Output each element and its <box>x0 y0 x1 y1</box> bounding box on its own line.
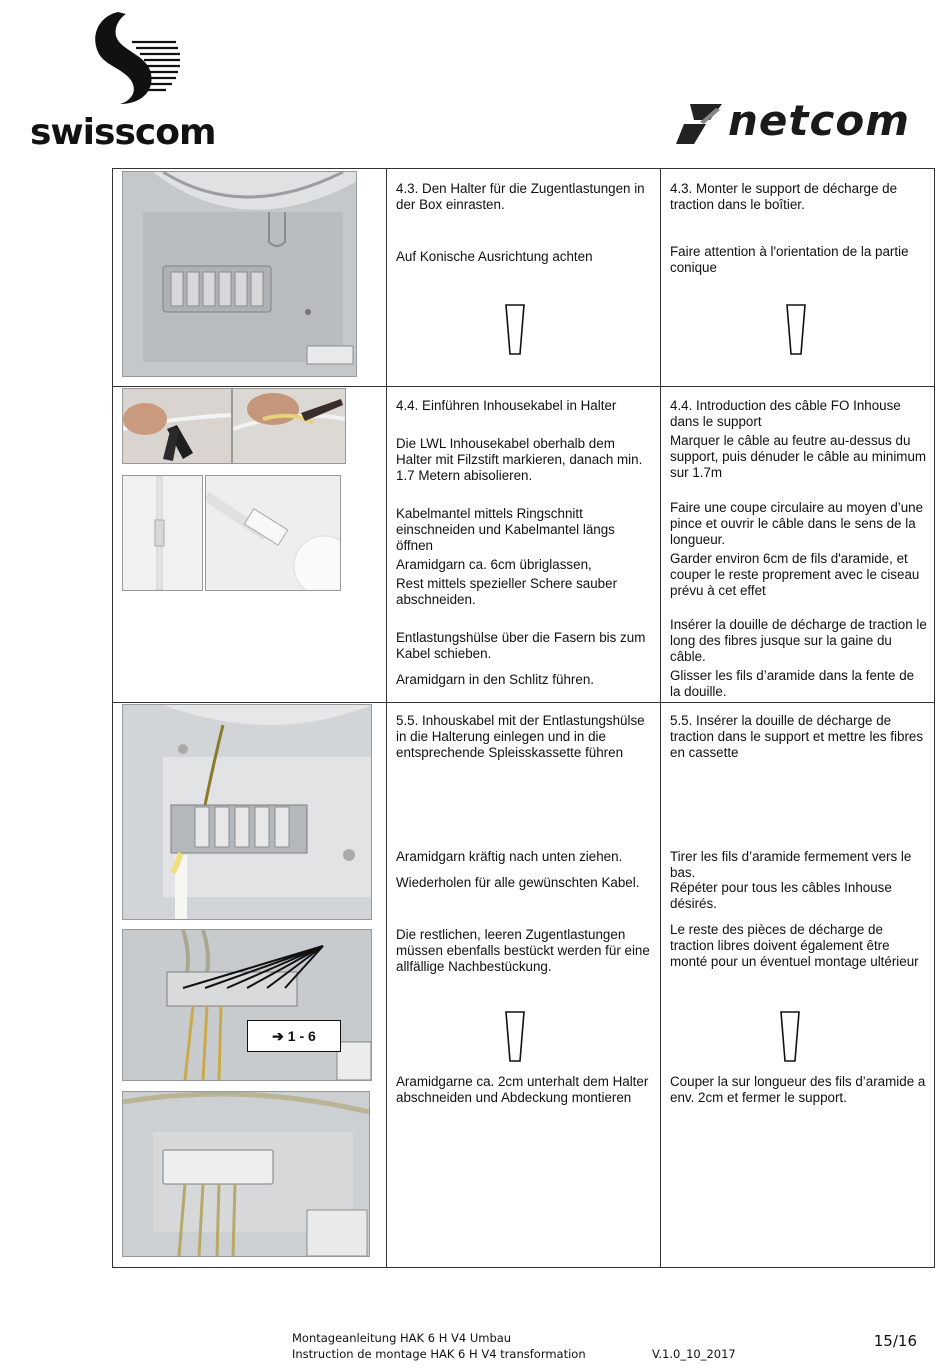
netcom-mark-icon <box>676 102 726 146</box>
instruction-de: Aramidgarne ca. 2cm unterhalt dem Halter abschneiden und Abdeckung montieren <box>396 1074 649 1105</box>
swisscom-wordmark: swisscom <box>30 112 216 153</box>
swisscom-lifeform-icon <box>80 8 200 108</box>
step-4-3-de: 4.3. Den Halter für die Zugentlastungen in der Box einrasten. <box>396 181 645 212</box>
instruction-fr: Garder environ 6cm de fils d'aramide, et couper le reste proprement avec le ciseau prévu à cet effet <box>670 551 920 598</box>
photo-six-slots <box>122 929 372 1081</box>
step-5-5-fr: 5.5. Insérer la douille de décharge de traction dans le support et mettre les fibres en cassette <box>670 713 924 760</box>
instruction-table <box>112 168 935 1268</box>
photo-cover-mounted <box>122 1091 370 1257</box>
step-4-3-fr: 4.3. Monter le support de décharge de traction dans le boîtier. <box>670 181 898 212</box>
photo-cutting-jacket <box>232 388 346 464</box>
instruction-de: Entlastungshülse über die Fasern bis zum Kabel schieben. <box>396 630 646 661</box>
instruction-de: Die restlichen, leeren Zugentlastungen müssen ebenfalls bestückt werden für eine allfällige Nachbestückung. <box>396 927 650 974</box>
cone-note-fr: Faire attention à l'orientation de la partie conique <box>670 244 909 275</box>
french-text-cell <box>661 703 935 1268</box>
page-number: 15/16 <box>873 1332 917 1350</box>
footer-title-fr: Instruction de montage HAK 6 H V4 transformation <box>292 1347 586 1361</box>
photo-cell <box>113 169 387 387</box>
instruction-de: Wiederholen für alle gewünschten Kabel. <box>396 875 640 890</box>
cone-orientation-icon <box>785 303 807 357</box>
step-5-5-de: 5.5. Inhouskabel mit der Entlastungshülse in die Halterung einlegen und in die entsprechende Spleisskassette führen <box>396 713 645 760</box>
instruction-de: Aramidgarn kräftig nach unten ziehen. <box>396 849 623 864</box>
table-row <box>113 169 935 387</box>
french-text-cell <box>661 387 935 703</box>
instruction-fr: Faire une coupe circulaire au moyen d’une pince et ouvrir le câble dans le sens de la longueur. <box>670 500 924 547</box>
instruction-fr: Couper la sur longueur des fils d’aramide a env. 2cm et fermer le support. <box>670 1074 926 1105</box>
german-text-cell <box>387 387 661 703</box>
photo-ring-cut <box>122 475 203 591</box>
netcom-wordmark: netcom <box>728 96 910 145</box>
step-4-4-fr: 4.4. Introduction des câble FO Inhouse dans le support <box>670 398 901 429</box>
footer-version: V.1.0_10_2017 <box>652 1347 736 1361</box>
photo-cable-in-holder <box>122 704 372 920</box>
cone-note-de: Auf Konische Ausrichtung achten <box>396 249 593 264</box>
photo-marking-cable <box>122 388 232 464</box>
step-4-4-de: 4.4. Einführen Inhousekabel in Halter <box>396 398 617 413</box>
german-text-cell <box>387 169 661 387</box>
swisscom-logo <box>30 8 220 153</box>
french-text-cell <box>661 169 935 387</box>
netcom-logo <box>676 96 916 146</box>
instruction-de: Aramidgarn in den Schlitz führen. <box>396 672 594 687</box>
cone-orientation-icon <box>504 1010 526 1064</box>
instruction-fr: Tirer les fils d’aramide fermement vers le bas. <box>670 849 912 880</box>
instruction-fr: Glisser les fils d’aramide dans la fente de la douille. <box>670 668 915 699</box>
instruction-fr: Insérer la douille de décharge de traction le long des fibres jusque sur la gaine du câble. <box>670 617 927 664</box>
slot-count-label: ➔ 1 - 6 <box>247 1020 341 1052</box>
instruction-fr: Répéter pour tous les câbles Inhouse désirés. <box>670 880 892 911</box>
photo-holder-mounted <box>122 171 357 377</box>
cone-orientation-icon <box>504 303 526 357</box>
photo-cell <box>113 703 387 1268</box>
instruction-de: Rest mittels spezieller Schere sauber abschneiden. <box>396 576 618 607</box>
cone-orientation-icon <box>779 1010 801 1064</box>
instruction-de: Aramidgarn ca. 6cm übriglassen, <box>396 557 592 572</box>
instruction-fr: Marquer le câble au feutre au-dessus du support, puis dénuder le câble au minimum sur 1.7m <box>670 433 927 480</box>
german-text-cell <box>387 703 661 1268</box>
photo-sleeve <box>205 475 341 591</box>
instruction-de: Die LWL Inhousekabel oberhalb dem Halter mit Filzstift markieren, danach min. 1.7 Metern abisolieren. <box>396 436 643 483</box>
photo-cell <box>113 387 387 703</box>
footer-title-de: Montageanleitung HAK 6 H V4 Umbau <box>292 1331 512 1345</box>
instruction-fr: Le reste des pièces de décharge de traction libres doivent également être monté pour un éventuel montage ultérieur <box>670 922 919 969</box>
table-row <box>113 703 935 1268</box>
instruction-de: Kabelmantel mittels Ringschnitt einschneiden und Kabelmantel längs öffnen <box>396 506 615 553</box>
table-row <box>113 387 935 703</box>
